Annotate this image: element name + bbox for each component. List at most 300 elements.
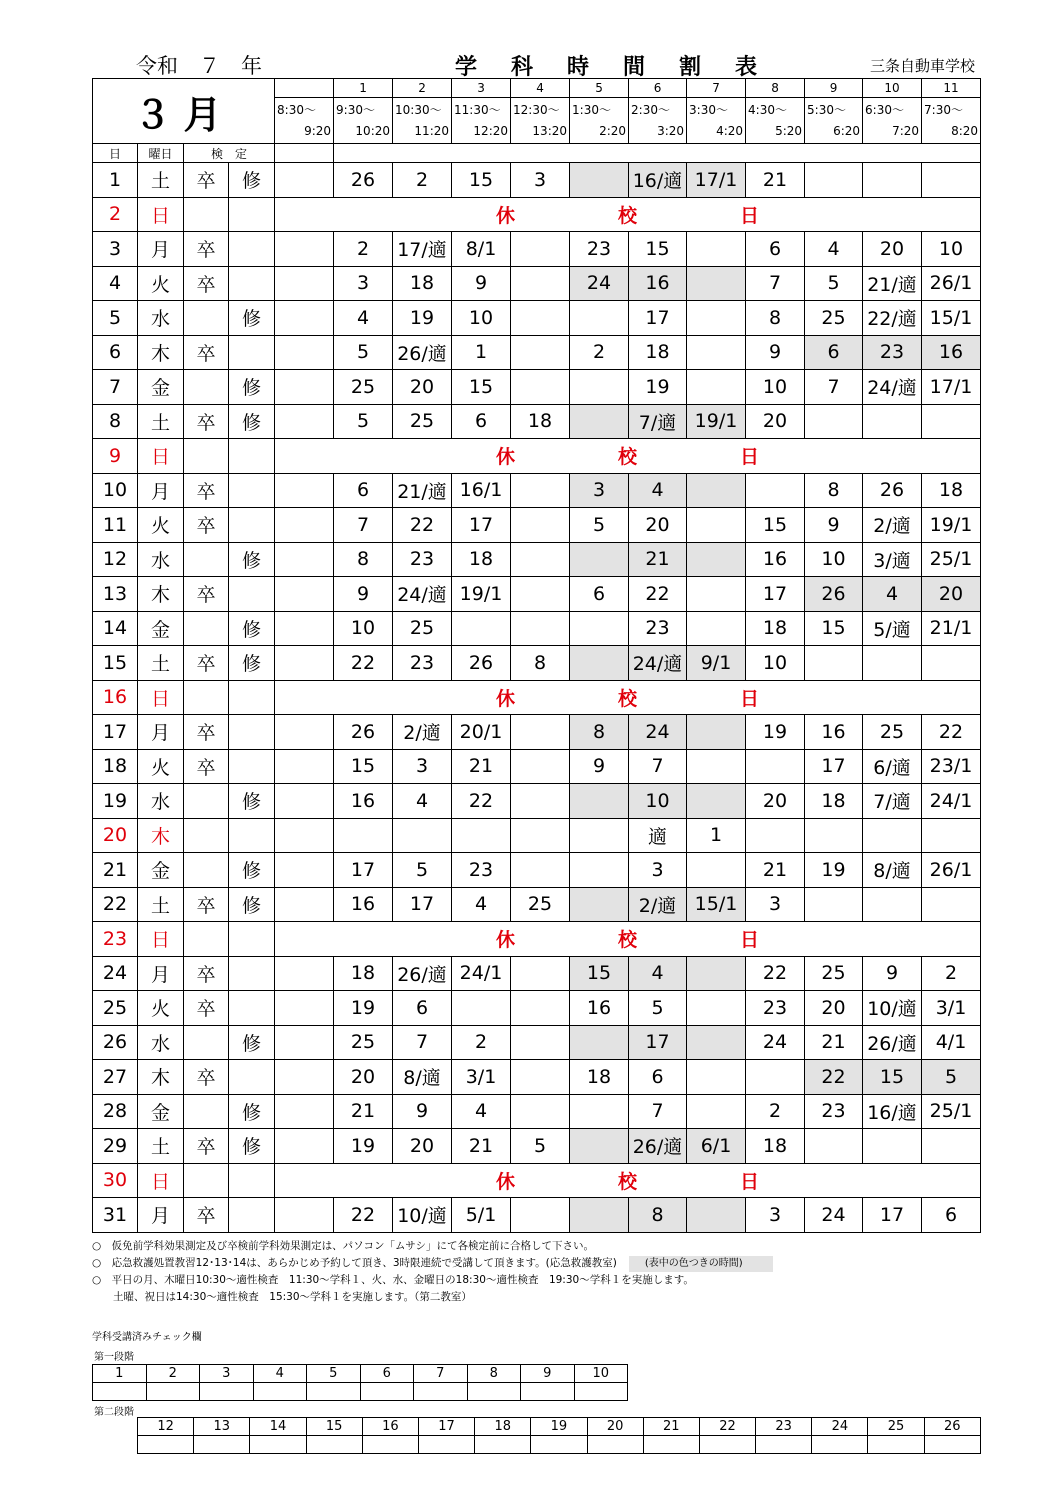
lesson-cell: 18: [334, 956, 393, 991]
lesson-cell: [687, 956, 746, 991]
lesson-cell: [275, 163, 334, 198]
lesson-cell: [511, 956, 570, 991]
check-number: 23: [756, 1418, 812, 1436]
lesson-cell: [922, 404, 981, 439]
period-end: 2:20: [599, 123, 627, 138]
period-number: 11: [922, 79, 981, 98]
lesson-cell: 17: [393, 887, 452, 922]
period-end: 13:20: [532, 123, 568, 138]
check-number: 7: [414, 1365, 468, 1383]
sotsu-cell: 卒: [184, 1129, 229, 1164]
check-number: 21: [643, 1418, 699, 1436]
closed-char: 日: [740, 446, 760, 469]
period-end: 11:20: [414, 123, 450, 138]
month-label: ３月: [93, 79, 275, 144]
lesson-cell: [511, 1094, 570, 1129]
lesson-cell: 5: [805, 266, 863, 301]
lesson-cell: [570, 404, 629, 439]
lesson-cell: 15: [570, 956, 629, 991]
lesson-cell: 15/1: [922, 301, 981, 336]
lesson-cell: 25/1: [922, 1094, 981, 1129]
lesson-cell: [275, 335, 334, 370]
period-number: 9: [805, 79, 863, 98]
note-2: ○ 応急救護処置教習12･13･14は、あらかじめ予約して頂き、3時限連続で受講して頂きます。(応急救護教室): [92, 1256, 617, 1269]
title-char: 科: [511, 55, 534, 80]
weekday-cell: 水: [138, 542, 184, 577]
weekday-cell: 金: [138, 853, 184, 888]
shu-cell: [229, 922, 275, 957]
weekday-cell: 土: [138, 646, 184, 681]
lesson-cell: 24/1: [922, 784, 981, 819]
check-box[interactable]: [587, 1436, 643, 1454]
lesson-cell: [452, 611, 511, 646]
lesson-cell: [570, 1129, 629, 1164]
lesson-cell: 5: [629, 991, 687, 1026]
period-start: 4:30～: [748, 102, 787, 117]
shu-cell: 修: [229, 163, 275, 198]
lesson-cell: 19: [805, 853, 863, 888]
lesson-cell: [570, 611, 629, 646]
lesson-cell: 19: [334, 1129, 393, 1164]
check-box[interactable]: [200, 1383, 254, 1401]
lesson-cell: 24: [805, 1198, 863, 1233]
lesson-cell: [687, 473, 746, 508]
weekday-cell: 木: [138, 577, 184, 612]
col-blank: [334, 144, 981, 163]
check-box[interactable]: [643, 1436, 699, 1454]
check-box[interactable]: [93, 1383, 147, 1401]
lesson-cell: 18: [746, 1129, 805, 1164]
note-4: 土曜、祝日は14:30～適性検査 15:30～学科１を実施します。（第二教室）: [92, 1290, 472, 1303]
check-box[interactable]: [414, 1383, 468, 1401]
period-number: 8: [746, 79, 805, 98]
lesson-cell: [687, 715, 746, 750]
lesson-cell: 2: [452, 1025, 511, 1060]
lesson-cell: 21: [746, 163, 805, 198]
closed-char: 校: [618, 1170, 638, 1193]
lesson-cell: [511, 542, 570, 577]
sotsu-cell: 卒: [184, 956, 229, 991]
period-number: 7: [687, 79, 746, 98]
lesson-cell: 8/1: [452, 232, 511, 267]
weekday-cell: 金: [138, 1094, 184, 1129]
stage2-check-table: [137, 1417, 981, 1454]
lesson-cell: [275, 232, 334, 267]
check-box[interactable]: [475, 1436, 531, 1454]
lesson-cell: [805, 1129, 863, 1164]
shu-cell: [229, 991, 275, 1026]
sotsu-cell: 卒: [184, 991, 229, 1026]
period-end: 6:20: [833, 123, 861, 138]
lesson-cell: [275, 266, 334, 301]
stage2-label: 第二段階: [94, 1407, 134, 1418]
lesson-cell: 3: [629, 853, 687, 888]
sotsu-cell: [184, 853, 229, 888]
check-box[interactable]: [194, 1436, 250, 1454]
shu-cell: [229, 1163, 275, 1198]
lesson-cell: [570, 1025, 629, 1060]
lesson-cell: 2/適: [393, 715, 452, 750]
lesson-cell: [570, 1198, 629, 1233]
column-header-row: [93, 144, 981, 163]
weekday-cell: 土: [138, 1129, 184, 1164]
lesson-cell: [863, 404, 922, 439]
sotsu-cell: 卒: [184, 404, 229, 439]
table-row: [93, 749, 981, 784]
sotsu-cell: [184, 197, 229, 232]
lesson-cell: [511, 818, 570, 853]
lesson-cell: [687, 301, 746, 336]
table-row: [93, 680, 981, 715]
shu-cell: 修: [229, 301, 275, 336]
period-time: [805, 98, 863, 144]
lesson-cell: [452, 991, 511, 1026]
stage1-check-table: [92, 1364, 628, 1401]
lesson-cell: 19: [334, 991, 393, 1026]
lesson-cell: 25: [511, 887, 570, 922]
lesson-cell: 18: [570, 1060, 629, 1095]
lesson-cell: 10/適: [393, 1198, 452, 1233]
check-box[interactable]: [868, 1436, 924, 1454]
period-number: 4: [511, 79, 570, 98]
lesson-cell: [746, 749, 805, 784]
lesson-cell: 26: [805, 577, 863, 612]
weekday-cell: 水: [138, 784, 184, 819]
page-title: [455, 50, 791, 81]
lesson-cell: 6: [922, 1198, 981, 1233]
check-number: 22: [699, 1418, 755, 1436]
lesson-cell: [805, 404, 863, 439]
table-row: [93, 1163, 981, 1198]
check-number: 2: [146, 1365, 200, 1383]
period-number: 10: [863, 79, 922, 98]
lesson-cell: 2: [746, 1094, 805, 1129]
day-cell: 29: [93, 1129, 138, 1164]
sotsu-cell: 卒: [184, 1060, 229, 1095]
check-box[interactable]: [306, 1436, 362, 1454]
lesson-cell: 7: [393, 1025, 452, 1060]
lesson-cell: 17: [805, 749, 863, 784]
lesson-cell: 9/1: [687, 646, 746, 681]
lesson-cell: [334, 818, 393, 853]
lesson-cell: 22: [746, 956, 805, 991]
weekday-cell: 日: [138, 197, 184, 232]
weekday-cell: 土: [138, 163, 184, 198]
shade-legend: (表中の色つきの時間): [629, 1256, 773, 1273]
check-box[interactable]: [146, 1383, 200, 1401]
lesson-cell: 15/1: [687, 887, 746, 922]
lesson-cell: 17: [746, 577, 805, 612]
period-time: [452, 98, 511, 144]
check-number: 10: [574, 1365, 628, 1383]
closed-char: 日: [740, 1170, 760, 1193]
check-box[interactable]: [699, 1436, 755, 1454]
lesson-cell: 19/1: [922, 508, 981, 543]
lesson-cell: [746, 1060, 805, 1095]
table-row: [93, 853, 981, 888]
check-box[interactable]: [360, 1383, 414, 1401]
lesson-cell: 8/適: [863, 853, 922, 888]
lesson-cell: [687, 232, 746, 267]
lesson-cell: 2: [393, 163, 452, 198]
period-end: 9:20: [304, 123, 332, 138]
lesson-cell: 6/1: [687, 1129, 746, 1164]
lesson-cell: 17: [629, 301, 687, 336]
lesson-cell: 7: [805, 370, 863, 405]
lesson-cell: 16: [922, 335, 981, 370]
lesson-cell: 24: [629, 715, 687, 750]
day-cell: 8: [93, 404, 138, 439]
lesson-cell: 24/適: [863, 370, 922, 405]
weekday-cell: 土: [138, 404, 184, 439]
weekday-cell: 火: [138, 749, 184, 784]
table-row: [93, 956, 981, 991]
day-cell: 24: [93, 956, 138, 991]
lesson-cell: 25: [393, 404, 452, 439]
lesson-cell: 10: [334, 611, 393, 646]
closed-char: 日: [740, 687, 760, 710]
sotsu-cell: [184, 439, 229, 474]
closed-char: 校: [618, 204, 638, 227]
lesson-cell: [687, 370, 746, 405]
check-box[interactable]: [362, 1436, 418, 1454]
lesson-cell: 21: [746, 853, 805, 888]
shu-cell: [229, 715, 275, 750]
lesson-cell: [275, 956, 334, 991]
lesson-cell: 20: [746, 404, 805, 439]
closed-char: 日: [740, 204, 760, 227]
check-box[interactable]: [418, 1436, 474, 1454]
check-box[interactable]: [812, 1436, 868, 1454]
table-row: [93, 1129, 981, 1164]
weekday-cell: 土: [138, 887, 184, 922]
lesson-cell: 24/1: [452, 956, 511, 991]
sotsu-cell: [184, 922, 229, 957]
shu-cell: [229, 680, 275, 715]
lesson-cell: 7: [629, 749, 687, 784]
check-number: 12: [138, 1418, 194, 1436]
table-row: [93, 1094, 981, 1129]
table-row: [93, 577, 981, 612]
sotsu-cell: [184, 818, 229, 853]
period-end: 5:20: [775, 123, 803, 138]
period-time: [275, 98, 334, 144]
lesson-cell: 21/適: [393, 473, 452, 508]
lesson-cell: 16: [334, 887, 393, 922]
lesson-cell: 8: [511, 646, 570, 681]
lesson-cell: [687, 335, 746, 370]
title-char: 時: [567, 55, 590, 80]
check-box[interactable]: [924, 1436, 980, 1454]
lesson-cell: [570, 887, 629, 922]
lesson-cell: 9: [863, 956, 922, 991]
sotsu-cell: 卒: [184, 577, 229, 612]
lesson-cell: 3: [746, 887, 805, 922]
lesson-cell: 25/1: [922, 542, 981, 577]
check-number: 17: [418, 1418, 474, 1436]
lesson-cell: [570, 818, 629, 853]
check-number: 20: [587, 1418, 643, 1436]
period-time: [570, 98, 629, 144]
lesson-cell: 4: [805, 232, 863, 267]
sotsu-cell: 卒: [184, 232, 229, 267]
check-box[interactable]: [531, 1436, 587, 1454]
period-end: 10:20: [355, 123, 391, 138]
lesson-cell: 1: [687, 818, 746, 853]
lesson-cell: 18: [629, 335, 687, 370]
lesson-cell: 26/適: [393, 335, 452, 370]
lesson-cell: 20: [393, 1129, 452, 1164]
check-box[interactable]: [574, 1383, 628, 1401]
lesson-cell: [687, 577, 746, 612]
lesson-cell: 19: [393, 301, 452, 336]
lesson-cell: 6: [746, 232, 805, 267]
shu-cell: [229, 577, 275, 612]
day-cell: 13: [93, 577, 138, 612]
weekday-cell: 日: [138, 680, 184, 715]
shu-cell: [229, 818, 275, 853]
table-row: [93, 646, 981, 681]
lesson-cell: [863, 818, 922, 853]
lesson-cell: 8: [334, 542, 393, 577]
lesson-cell: 17/1: [687, 163, 746, 198]
lesson-cell: 10/適: [863, 991, 922, 1026]
lesson-cell: 26: [334, 715, 393, 750]
day-cell: 15: [93, 646, 138, 681]
weekday-cell: 金: [138, 370, 184, 405]
check-number: 13: [194, 1418, 250, 1436]
table-row: [93, 473, 981, 508]
lesson-cell: [275, 991, 334, 1026]
lesson-cell: 20/1: [452, 715, 511, 750]
lesson-cell: 5: [570, 508, 629, 543]
period-start: 6:30～: [865, 102, 904, 117]
check-box[interactable]: [521, 1383, 575, 1401]
shu-cell: 修: [229, 542, 275, 577]
lesson-cell: 6: [805, 335, 863, 370]
lesson-cell: 22/適: [863, 301, 922, 336]
lesson-cell: [570, 163, 629, 198]
lesson-cell: [511, 577, 570, 612]
lesson-cell: 3: [511, 163, 570, 198]
lesson-cell: 17/1: [922, 370, 981, 405]
lesson-cell: 7/適: [863, 784, 922, 819]
lesson-cell: [452, 818, 511, 853]
lesson-cell: 20: [863, 232, 922, 267]
shu-cell: 修: [229, 1094, 275, 1129]
lesson-cell: 26/適: [393, 956, 452, 991]
lesson-cell: 23/1: [922, 749, 981, 784]
lesson-cell: 21/適: [863, 266, 922, 301]
check-box[interactable]: [307, 1383, 361, 1401]
lesson-cell: 7: [746, 266, 805, 301]
lesson-cell: 適: [629, 818, 687, 853]
table-row: [93, 232, 981, 267]
table-row: [93, 922, 981, 957]
sotsu-cell: 卒: [184, 715, 229, 750]
lesson-cell: 3/適: [863, 542, 922, 577]
lesson-cell: 4: [393, 784, 452, 819]
table-row: [93, 301, 981, 336]
lesson-cell: [275, 473, 334, 508]
period-end: 3:20: [657, 123, 685, 138]
period-start: 3:30～: [689, 102, 728, 117]
lesson-cell: 23: [629, 611, 687, 646]
day-cell: 10: [93, 473, 138, 508]
check-box-row: [138, 1436, 981, 1454]
lesson-cell: 23: [393, 542, 452, 577]
check-box-row: [93, 1383, 628, 1401]
check-box[interactable]: [253, 1383, 307, 1401]
lesson-cell: 16/1: [452, 473, 511, 508]
day-cell: 4: [93, 266, 138, 301]
day-cell: 21: [93, 853, 138, 888]
lesson-cell: [687, 1198, 746, 1233]
lesson-cell: [275, 1094, 334, 1129]
day-cell: 7: [93, 370, 138, 405]
period-number: 5: [570, 79, 629, 98]
lesson-cell: [511, 266, 570, 301]
lesson-cell: [511, 1198, 570, 1233]
period-number-row: [93, 79, 981, 98]
check-box[interactable]: [756, 1436, 812, 1454]
sotsu-cell: [184, 1025, 229, 1060]
period-end: 12:20: [473, 123, 509, 138]
lesson-cell: 5/1: [452, 1198, 511, 1233]
period-start: 9:30～: [336, 102, 375, 117]
lesson-cell: 2: [570, 335, 629, 370]
lesson-cell: 4/1: [922, 1025, 981, 1060]
lesson-cell: 18: [393, 266, 452, 301]
check-box[interactable]: [250, 1436, 306, 1454]
weekday-cell: 木: [138, 818, 184, 853]
lesson-cell: 4: [452, 887, 511, 922]
lesson-cell: 8/適: [393, 1060, 452, 1095]
shu-cell: 修: [229, 404, 275, 439]
lesson-cell: 16: [570, 991, 629, 1026]
lesson-cell: 9: [746, 335, 805, 370]
shu-cell: [229, 1198, 275, 1233]
lesson-cell: 16/適: [863, 1094, 922, 1129]
period-number: 2: [393, 79, 452, 98]
lesson-cell: 20: [922, 577, 981, 612]
lesson-cell: 16: [629, 266, 687, 301]
lesson-cell: 7/適: [629, 404, 687, 439]
title-char: 表: [735, 55, 758, 80]
lesson-cell: 9: [334, 577, 393, 612]
lesson-cell: 22: [629, 577, 687, 612]
lesson-cell: [687, 266, 746, 301]
lesson-cell: 22: [805, 1060, 863, 1095]
lesson-cell: [687, 1060, 746, 1095]
check-box[interactable]: [467, 1383, 521, 1401]
day-cell: 27: [93, 1060, 138, 1095]
sotsu-cell: 卒: [184, 646, 229, 681]
check-number-row: [138, 1418, 981, 1436]
lesson-cell: [863, 163, 922, 198]
lesson-cell: 2: [334, 232, 393, 267]
shu-cell: [229, 473, 275, 508]
lesson-cell: 20: [334, 1060, 393, 1095]
day-cell: 9: [93, 439, 138, 474]
lesson-cell: 26: [334, 163, 393, 198]
check-box[interactable]: [138, 1436, 194, 1454]
table-row: [93, 542, 981, 577]
lesson-cell: 21: [452, 749, 511, 784]
period-time: [334, 98, 393, 144]
sotsu-cell: [184, 542, 229, 577]
day-cell: 3: [93, 232, 138, 267]
